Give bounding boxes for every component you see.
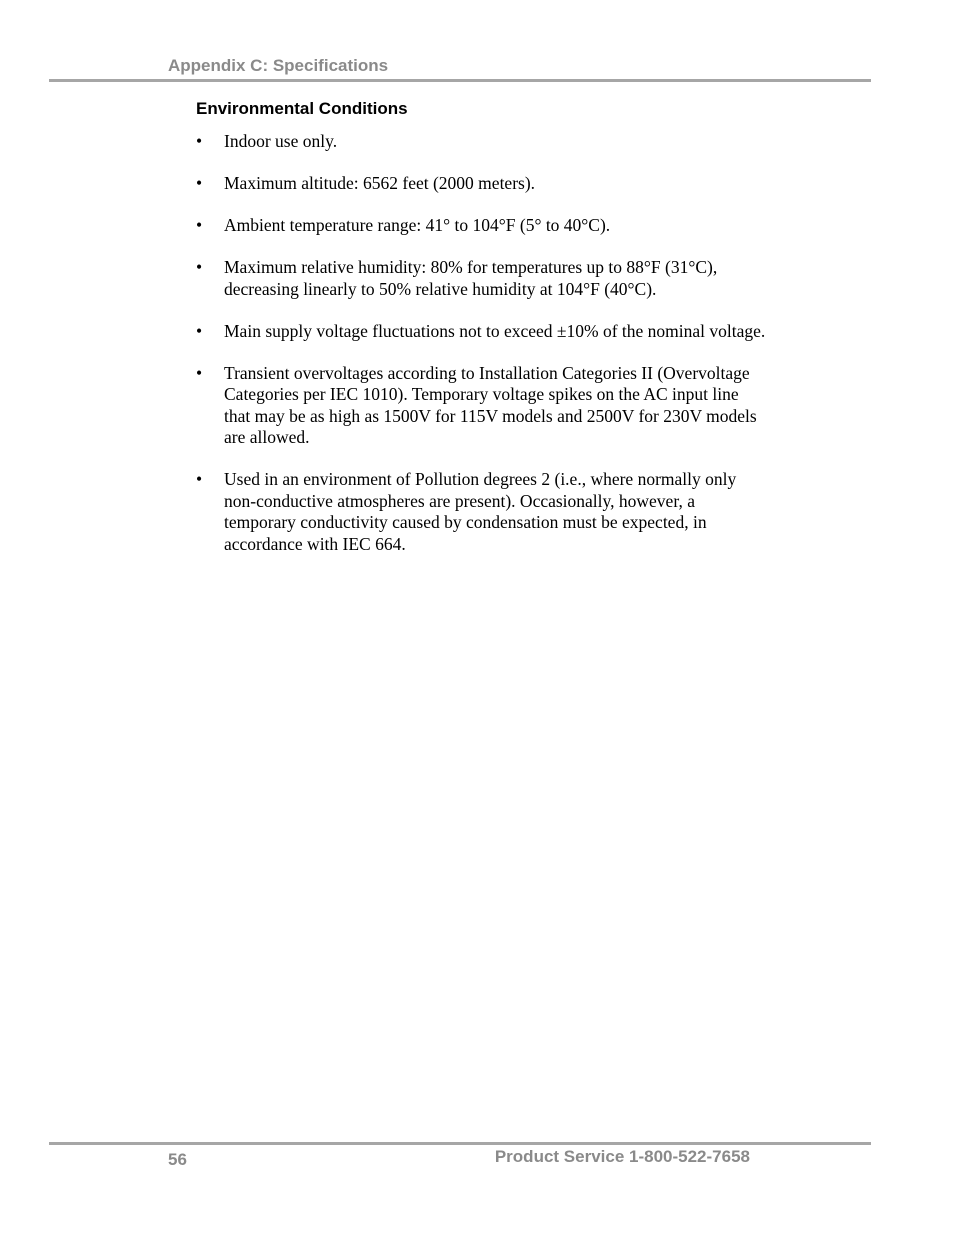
footer-rule — [49, 1142, 871, 1145]
list-item-text: Ambient temperature range: 41° to 104°F (5° to 40°C). — [224, 215, 611, 235]
list-item-text: Used in an environment of Pollution degrees 2 (i.e., where normally only non-conductive atmospheres are present). Occasionally, however, a temporary conductivity caused by condensation must be expected, in accordance with IEC 664. — [224, 469, 737, 554]
running-header-title: Appendix C: Specifications — [168, 56, 389, 75]
header-rule — [49, 79, 871, 82]
page-number: 56 — [168, 1150, 187, 1169]
bullet-icon: • — [196, 469, 203, 489]
section-heading: Environmental Conditions — [196, 99, 408, 118]
bullet-icon: • — [196, 215, 203, 235]
bullet-icon: • — [196, 362, 203, 383]
bullet-icon: • — [196, 173, 203, 193]
list-item — [196, 363, 766, 449]
list-item-text: Transient overvoltages according to Installation Categories II (Overvoltage Categories per IEC 1010). Temporary voltage spikes on the AC input line that may be as high as 1500V for 115V models and 2500V for 230V models are allowed. — [224, 362, 757, 447]
conditions-list — [196, 131, 766, 576]
list-item — [196, 215, 766, 237]
list-item — [196, 321, 766, 343]
list-item-text: Maximum altitude: 6562 feet (2000 meters). — [224, 173, 536, 193]
product-service-phone: Product Service 1-800-522-7658 — [494, 1147, 750, 1166]
bullet-icon: • — [196, 320, 203, 341]
list-item-text: Indoor use only. — [224, 131, 338, 151]
bullet-icon: • — [196, 131, 203, 151]
list-item-text: Main supply voltage fluctuations not to exceed ±10% of the nominal voltage. — [224, 320, 766, 341]
list-item — [196, 469, 766, 555]
list-item — [196, 131, 766, 153]
bullet-icon: • — [196, 257, 203, 277]
list-item — [196, 257, 766, 300]
list-item — [196, 173, 766, 195]
list-item-text: Maximum relative humidity: 80% for temperatures up to 88°F (31°C), decreasing linearly to 50% relative humidity at 104°F (40°C). — [224, 257, 718, 299]
